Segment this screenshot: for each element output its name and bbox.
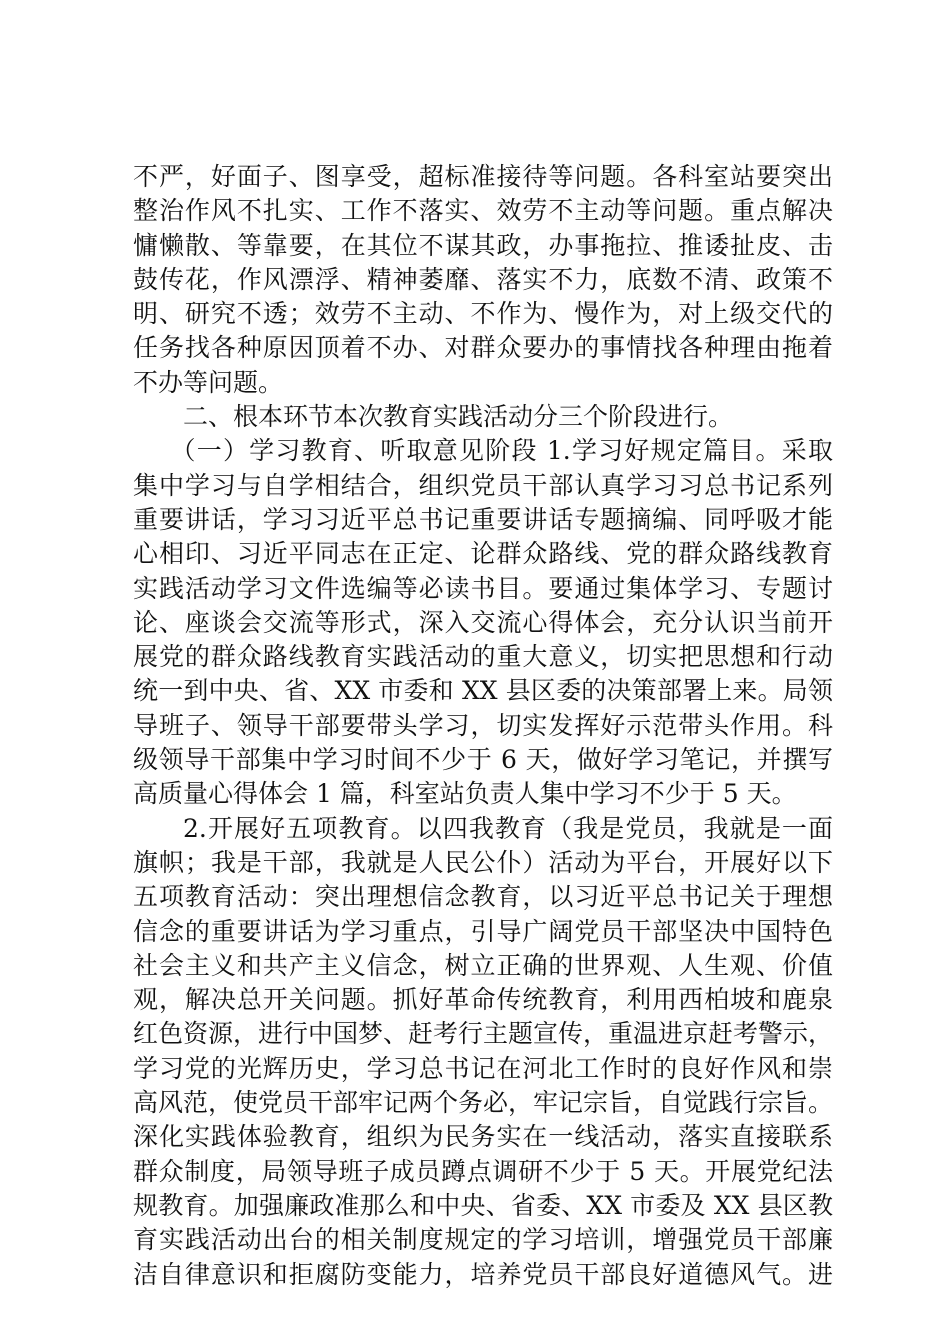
body-text-line: （一）学习教育、听取意见阶段 1.学习好规定篇目。采取 [170, 436, 833, 466]
body-text-line: 育实践活动出台的相关制度规定的学习培训，增强党员干部廉 [133, 1225, 833, 1255]
body-text-line: 观，解决总开关问题。抓好革命传统教育，利用西柏坡和鹿泉 [133, 985, 833, 1015]
body-text-line: 学习党的光辉历史，学习总书记在河北工作时的良好作风和崇 [133, 1053, 833, 1083]
body-text-line: 统一到中央、省、XX 市委和 XX 县区委的决策部署上来。局领 [133, 676, 833, 706]
body-text-line: 社会主义和共产主义信念，树立正确的世界观、人生观、价值 [133, 950, 833, 980]
body-text-line: 重要讲话，学习习近平总书记重要讲话专题摘编、同呼吸才能 [133, 504, 833, 534]
body-text-line: 慵懒散、等靠要，在其位不谋其政，办事拖拉、推诿扯皮、击 [133, 230, 833, 260]
body-text-line: 规教育。加强廉政准那么和中央、省委、XX 市委及 XX 县区教 [133, 1190, 833, 1220]
body-text-line: 级领导干部集中学习时间不少于 6 天，做好学习笔记，并撰写 [133, 745, 833, 775]
body-text-line: 心相印、习近平同志在正定、论群众路线、党的群众路线教育 [133, 539, 833, 569]
body-text-line: 整治作风不扎实、工作不落实、效劳不主动等问题。重点解决 [133, 196, 833, 226]
body-text-line: 群众制度，局领导班子成员蹲点调研不少于 5 天。开展党纪法 [133, 1156, 833, 1186]
body-text-line: 高质量心得体会 1 篇，科室站负责人集中学习不少于 5 天。 [133, 779, 797, 809]
body-text-line: 深化实践体验教育，组织为民务实在一线活动，落实直接联系 [133, 1122, 833, 1152]
body-text-line: 旗帜；我是干部，我就是人民公仆）活动为平台，开展好以下 [133, 847, 833, 877]
body-text-line: 信念的重要讲话为学习重点，引导广阔党员干部坚决中国特色 [133, 916, 833, 946]
body-text-line: 导班子、领导干部要带头学习，切实发挥好示范带头作用。科 [133, 710, 833, 740]
body-text-line: 五项教育活动：突出理想信念教育，以习近平总书记关于理想 [133, 882, 833, 912]
body-text-line: 2.开展好五项教育。以四我教育（我是党员，我就是一面 [183, 813, 833, 843]
body-text-line: 不办等问题。 [133, 367, 284, 397]
body-text-line: 论、座谈会交流等形式，深入交流心得体会，充分认识当前开 [133, 607, 833, 637]
body-text-line: 展党的群众路线教育实践活动的重大意义，切实把思想和行动 [133, 642, 833, 672]
body-text-line: 洁自律意识和拒腐防变能力，培养党员干部良好道德风气。进 [133, 1259, 833, 1289]
body-text-line: 实践活动学习文件选编等必读书目。要通过集体学习、专题讨 [133, 573, 833, 603]
body-text-line: 集中学习与自学相结合，组织党员干部认真学习习总书记系列 [133, 470, 833, 500]
body-text-line: 高风范，使党员干部牢记两个务必，牢记宗旨，自觉践行宗旨。 [133, 1088, 834, 1118]
document-page [133, 160, 833, 1292]
body-text-line: 二、根本环节本次教育实践活动分三个阶段进行。 [183, 402, 734, 432]
body-text-line: 明、研究不透；效劳不主动、不作为、慢作为，对上级交代的 [133, 299, 833, 329]
body-text-line: 红色资源，进行中国梦、赶考行主题宣传，重温进京赶考警示， [133, 1019, 834, 1049]
body-text-line: 鼓传花，作风漂浮、精神萎靡、落实不力，底数不清、政策不 [133, 264, 833, 294]
body-text-line: 任务找各种原因顶着不办、对群众要办的事情找各种理由拖着 [133, 333, 833, 363]
body-text-line: 不严，好面子、图享受，超标准接待等问题。各科室站要突出 [133, 162, 833, 191]
